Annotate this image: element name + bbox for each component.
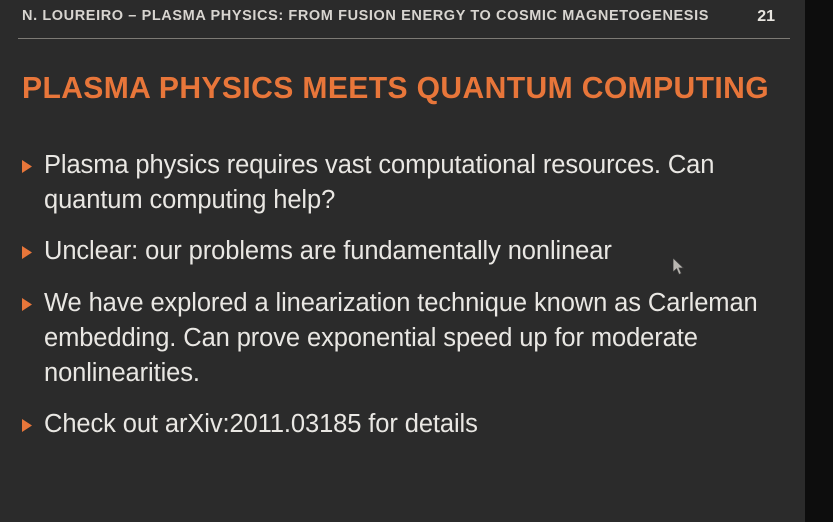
page-number: 21: [757, 8, 775, 25]
header-title: N. LOUREIRO – PLASMA PHYSICS: FROM FUSION ENERGY TO COSMIC MAGNETOGENESIS: [22, 8, 709, 24]
header-divider: [18, 38, 790, 39]
triangle-bullet-icon: [22, 407, 44, 432]
list-item: [22, 286, 781, 392]
page-title: PLASMA PHYSICS MEETS QUANTUM COMPUTING: [22, 70, 770, 105]
list-item: [22, 234, 781, 269]
list-item-label: Plasma physics requires vast computational resources. Can quantum computing help?: [44, 151, 715, 215]
list-item-label: Unclear: our problems are fundamentally nonlinear: [44, 237, 612, 266]
list-item-label: Check out arXiv:2011.03185 for details: [44, 410, 478, 439]
triangle-bullet-icon: [22, 286, 44, 311]
bullet-list: [22, 148, 781, 458]
right-gutter: [805, 0, 833, 522]
list-item-label: We have explored a linearization technique known as Carleman embedding. Can prove exponential speed up for moderate nonlinearities.: [44, 288, 758, 387]
slide-header: [22, 8, 783, 40]
list-item: [22, 407, 781, 442]
list-item: [22, 148, 781, 218]
triangle-bullet-icon: [22, 234, 44, 259]
triangle-bullet-icon: [22, 148, 44, 173]
